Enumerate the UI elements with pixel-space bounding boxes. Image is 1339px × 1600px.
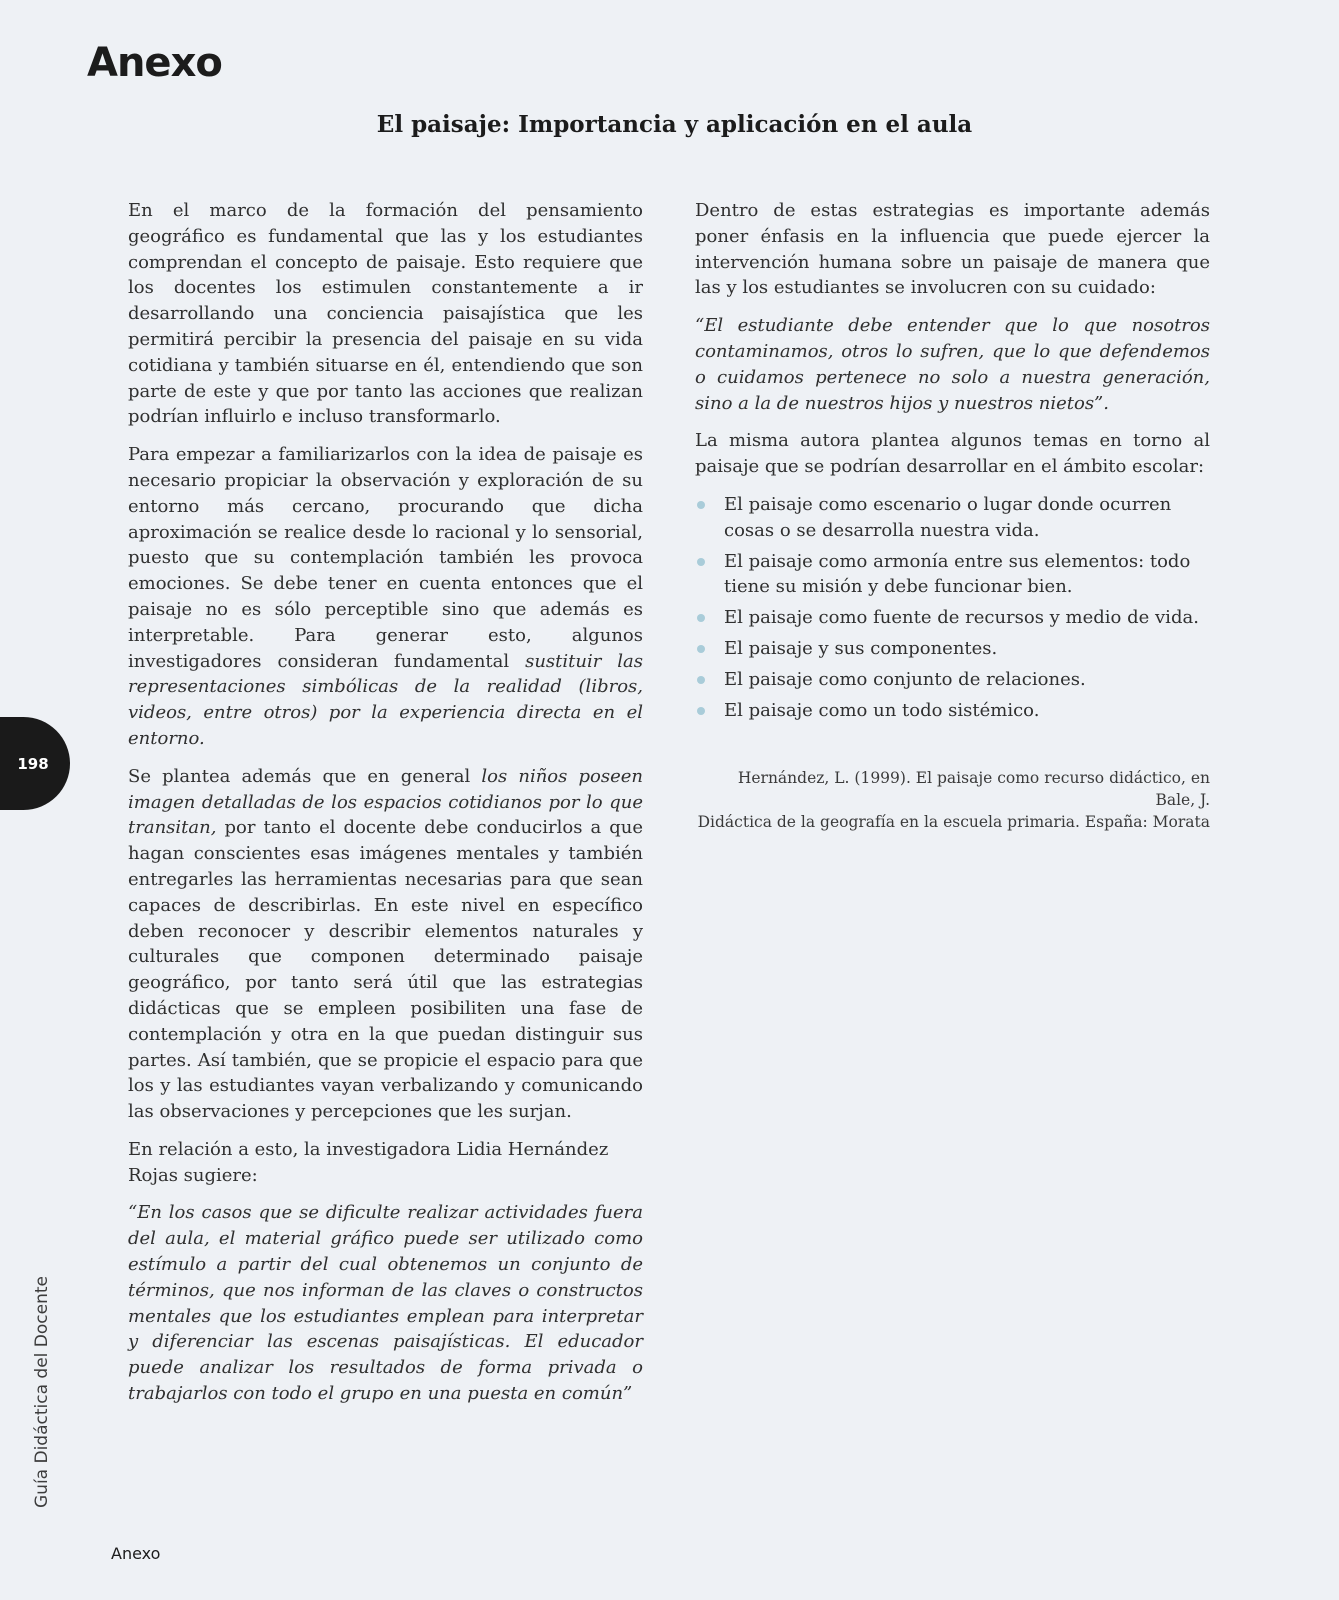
- left-column: [128, 198, 643, 1419]
- bullet-icon: [697, 676, 705, 684]
- bullet-icon: [697, 501, 705, 509]
- list-item-text: El paisaje como escenario o lugar donde ocurren cosas o se desarrolla nuestra vida.: [724, 493, 1172, 541]
- section-subtitle: El paisaje: Importancia y aplicación en el aula: [376, 111, 973, 138]
- footer-label: Anexo: [111, 1544, 161, 1563]
- reference-line: Hernández, L. (1999). El paisaje como recurso didáctico, en Bale, J.: [737, 769, 1210, 810]
- list-item-text: El paisaje como fuente de recursos y medio de vida.: [724, 607, 1199, 629]
- paragraph-text: por tanto el docente debe conducirlos a que hagan conscientes esas imágenes mentales y también entregarles las herramientas necesarias para que sean capaces de describirlas. En este nivel en específico deben reconocer y describir elementos naturales y culturales que componen determinado paisaje geográfico, por tanto será útil que las estrategias didácticas que se empleen posibiliten una fase de contemplación y otra en la que puedan distinguir sus partes. Así también, que se propicie el espacio para que los y las estudiantes vayan verbalizando y comunicando las observaciones y percepciones que les surjan.: [128, 817, 643, 1123]
- paragraph-text: Se plantea además que en general: [128, 765, 482, 787]
- paragraph-familiarizar: [128, 442, 643, 752]
- list-item: [695, 605, 1210, 631]
- list-item: [695, 698, 1210, 724]
- paragraph-intro: En el marco de la formación del pensamiento geográfico es fundamental que las y los estudiantes comprendan el concepto de paisaje. Esto requiere que los docentes los estimulen constantemente a ir desarrollando una conciencia paisajística que les permitirá percibir la presencia del paisaje en su vida cotidiana y también situarse en él, entendiendo que son parte de este y que por tanto las acciones que realizan podrían influirlo e incluso transformarlo.: [128, 200, 643, 428]
- list-item-text: El paisaje y sus componentes.: [724, 637, 998, 659]
- bullet-icon: [697, 614, 705, 622]
- block-quote: “El estudiante debe entender que lo que nosotros contaminamos, otros lo sufren, que lo que defendemos o cuidamos pertenece no solo a nuestra generación, sino a la de nuestros hijos y nuestros nietos”.: [695, 315, 1210, 414]
- list-item: [695, 667, 1210, 693]
- paragraph-temas: La misma autora plantea algunos temas en torno al paisaje que se podrían desarrollar en el ámbito escolar:: [695, 430, 1210, 478]
- list-item-text: El paisaje como armonía entre sus elementos: todo tiene su misión y debe funcionar bien.: [724, 550, 1191, 598]
- topic-list: [695, 492, 1210, 723]
- list-item-text: El paisaje como conjunto de relaciones.: [724, 668, 1086, 690]
- bullet-icon: [697, 645, 705, 653]
- bullet-icon: [697, 558, 705, 566]
- page-number: 198: [17, 754, 49, 773]
- list-item-text: El paisaje como un todo sistémico.: [724, 699, 1040, 721]
- paragraph-relacion: En relación a esto, la investigadora Lidia Hernández Rojas sugiere:: [128, 1138, 609, 1186]
- bullet-icon: [697, 707, 705, 715]
- paragraph-estrategias: Dentro de estas estrategias es importante además poner énfasis en la influencia que puede ejercer la intervención humana sobre un paisaje de manera que las y los estudiantes se involucren con su cuidado:: [695, 200, 1210, 299]
- page-title: Anexo: [87, 40, 222, 86]
- list-item: [695, 549, 1210, 601]
- list-item: [695, 492, 1210, 544]
- side-label: Guía Didáctica del Docente: [32, 1276, 52, 1508]
- paragraph-text: Para empezar a familiarizarlos con la idea de paisaje es necesario propiciar la observación y exploración de su entorno más cercano, procurando que dicha aproximación se realice desde lo racional y lo sensorial, puesto que su contemplación también les provoca emociones. Se debe tener en cuenta entonces que el paisaje no es sólo perceptible sino que además es interpretable. Para generar esto, algunos investigadores consideran fundamental: [128, 444, 643, 672]
- page-number-tab: [0, 717, 70, 810]
- block-quote: “En los casos que se dificulte realizar actividades fuera del aula, el material gráfico puede ser utilizado como estímulo a partir del cual obtenemos un conjunto de términos, que nos informan de las claves o constructos mentales que los estudiantes emplean para interpretar y diferenciar las escenas paisajísticas. El educador puede analizar los resultados de forma privada o trabajarlos con todo el grupo en una puesta en común”: [128, 1202, 643, 1405]
- paragraph-emphasis: los niños poseen imagen detalladas de los espacios cotidianos por lo que transitan,: [128, 765, 643, 839]
- paragraph-imagenes: [128, 764, 643, 1125]
- list-item: [695, 636, 1210, 662]
- paragraph-emphasis: sustituir las representaciones simbólicas de la realidad (libros, videos, entre otros) por la experiencia directa en el entorno.: [128, 650, 643, 749]
- right-column: [695, 198, 1210, 833]
- reference-line: Didáctica de la geografía en la escuela primaria. España: Morata: [697, 813, 1210, 832]
- bibliographic-reference: [695, 767, 1210, 833]
